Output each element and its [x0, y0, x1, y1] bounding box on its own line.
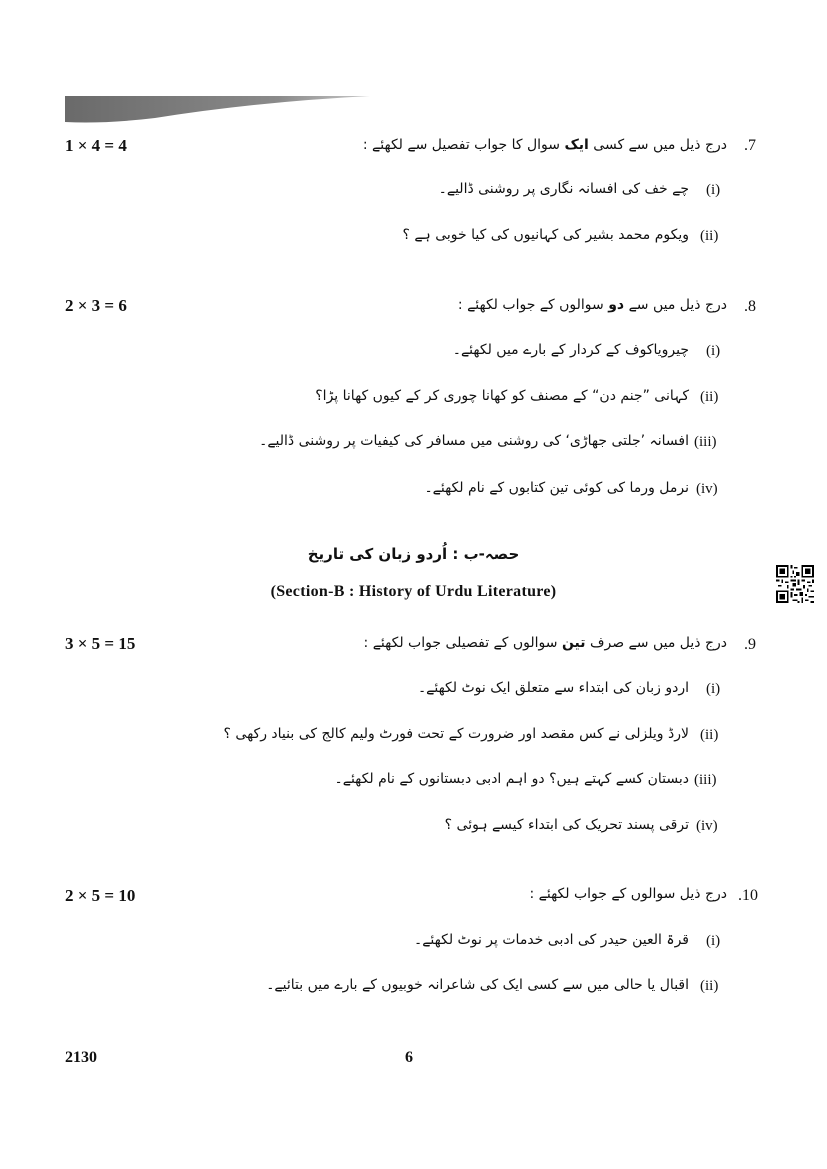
q7-marks: 1 × 4 = 4	[65, 136, 127, 155]
q10-marks: 2 × 5 = 10	[65, 886, 136, 905]
q7-part-label: (ii)	[700, 228, 719, 244]
q10-number: .10	[738, 887, 758, 904]
q9-part-label: (i)	[706, 681, 721, 697]
q7-part-label: (i)	[706, 182, 721, 198]
q9-part-text: اردو زبان کی ابتداء سے متعلق ایک نوٹ لکھئے۔	[417, 680, 689, 696]
q8-part-text: نرمل ورما کی کوئی تین کتابوں کے نام لکھئے۔	[424, 480, 689, 496]
q9-part-text: دبستان کسے کہتے ہیں؟ دو اہم ادبی دبستانوں کے نام لکھئے۔	[334, 771, 689, 787]
q8-part-text: افسانہ ’جلتی جھاڑی‘ کی روشنی میں مسافر کی کیفیات پر روشنی ڈالیے۔	[259, 433, 689, 449]
q8-part-label: (iv)	[696, 481, 718, 497]
qr-code-icon	[776, 565, 814, 603]
q8-part-label: (i)	[706, 343, 721, 359]
q8-part-label: (iii)	[694, 434, 717, 450]
q9-part-text: لارڈ ویلزلی نے کس مقصد اور ضرورت کے تحت فورٹ ولیم کالج کی بنیاد رکھی ؟	[223, 726, 689, 742]
q8-prompt: درج ذیل میں سے دو سوالوں کے جواب لکھئے :	[457, 297, 727, 313]
q7-part-text: ویکوم محمد بشیر کی کہانیوں کی کیا خوبی ہے ؟	[402, 227, 689, 243]
q8-part-text: کہانی ”جنم دن“ کے مصنف کو کھانا چوری کر کے کیوں کھانا پڑا؟	[315, 388, 689, 404]
q10-part-text: قرۃ العین حیدر کی ادبی خدمات پر نوٹ لکھئے۔	[414, 932, 689, 948]
q7-prompt: درج ذیل میں سے کسی ایک سوال کا جواب تفصیل سے لکھئے :	[362, 137, 727, 153]
q9-part-text: ترقی پسند تحریک کی ابتداء کیسے ہوئی ؟	[444, 817, 689, 833]
q9-part-label: (iv)	[696, 818, 718, 834]
q8-part-label: (ii)	[700, 389, 719, 405]
q9-number: .9	[744, 636, 756, 653]
q10-part-text: اقبال یا حالی میں سے کسی ایک کی شاعرانہ خوبیوں کے بارے میں بتائیے۔	[266, 977, 689, 993]
q9-prompt: درج ذیل میں سے صرف تین سوالوں کے تفصیلی جواب لکھئے :	[363, 635, 727, 651]
q9-marks: 3 × 5 = 15	[65, 634, 136, 653]
q10-part-label: (i)	[706, 933, 721, 949]
q9-part-label: (ii)	[700, 727, 719, 743]
decorative-banner	[65, 96, 370, 124]
paper-code: 2130	[65, 1049, 97, 1066]
q7-part-text: چے خف کی افسانہ نگاری پر روشنی ڈالیے۔	[438, 181, 689, 197]
q10-part-label: (ii)	[700, 978, 719, 994]
q7-number: .7	[744, 137, 756, 154]
page-number: 6	[405, 1049, 413, 1066]
q9-part-label: (iii)	[694, 772, 717, 788]
section-b-urdu-heading: حصہ-ب : اُردو زبان کی تاریخ	[307, 545, 520, 563]
q8-number: .8	[744, 298, 756, 315]
q8-part-text: چیرویاکوف کے کردار کے بارے میں لکھئے۔	[452, 342, 689, 358]
section-b-english-heading: (Section-B : History of Urdu Literature)	[270, 583, 557, 600]
q10-prompt: درج ذیل سوالوں کے جواب لکھئے :	[529, 886, 727, 902]
q8-marks: 2 × 3 = 6	[65, 296, 127, 315]
